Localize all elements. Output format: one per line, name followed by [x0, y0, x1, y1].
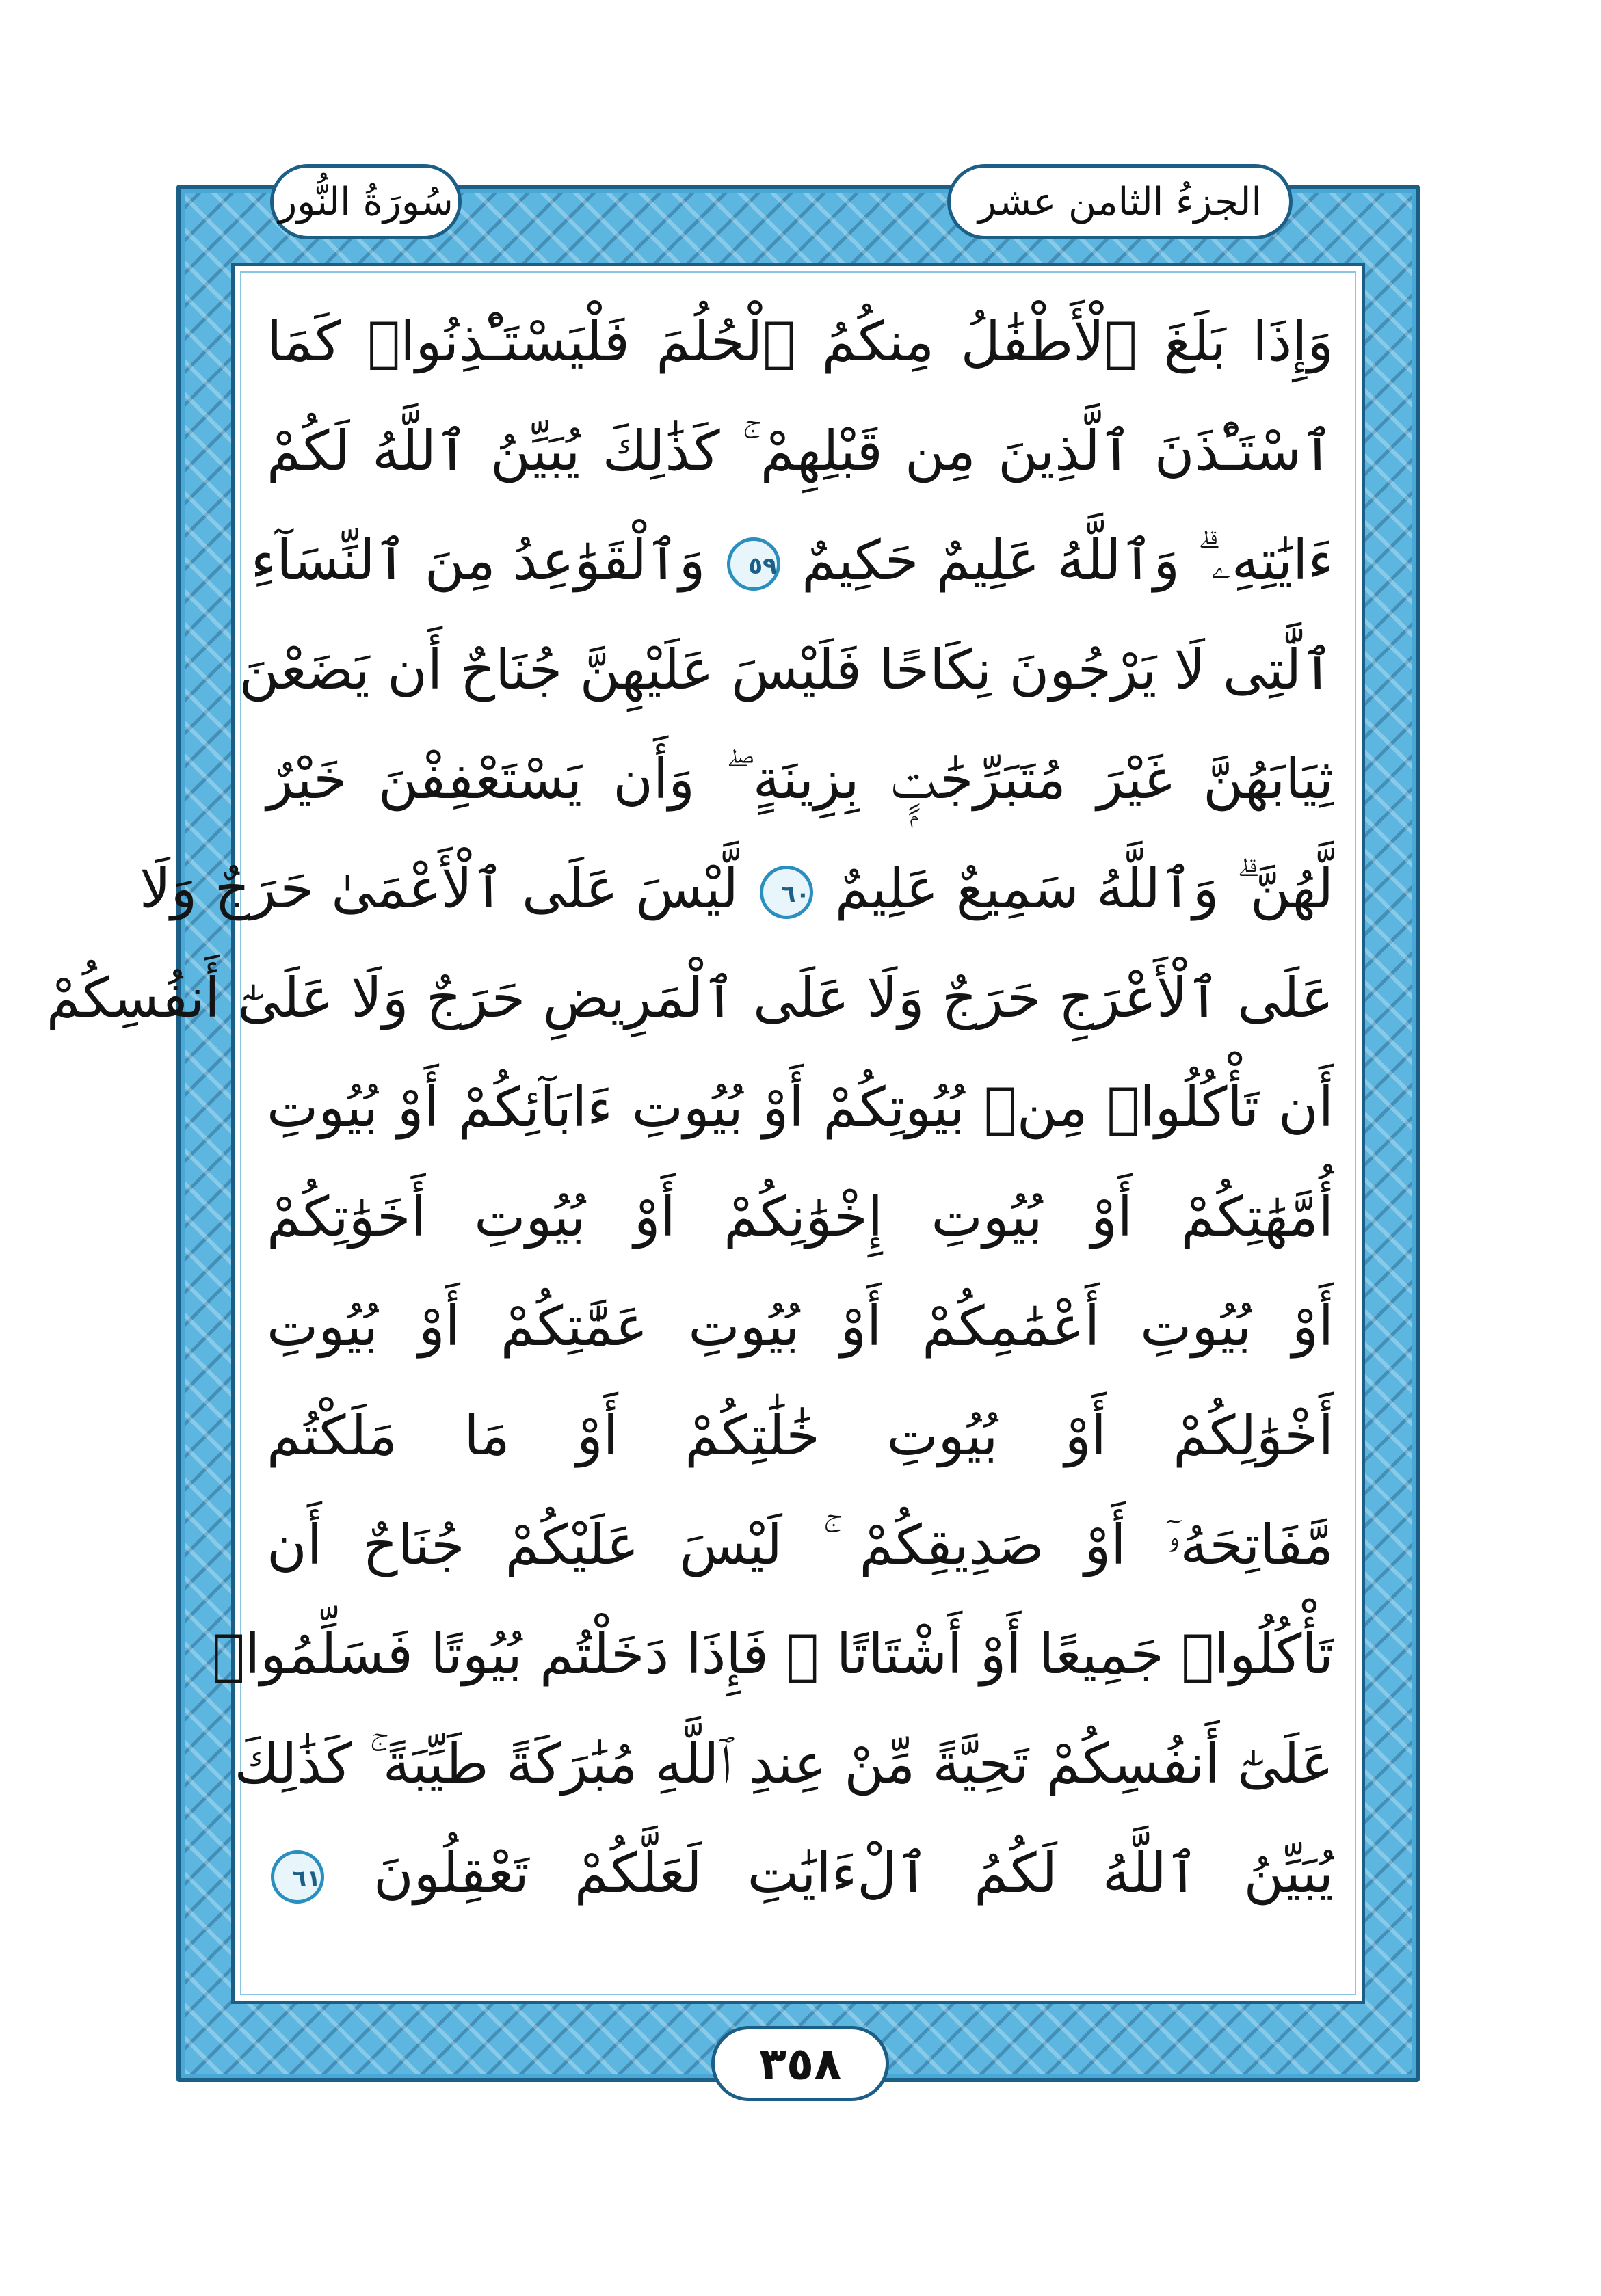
text-line-1: وَإِذَا بَلَغَ ٱلْأَطْفَٰلُ مِنكُمُ ٱلْحُلُمَ فَلْيَسْتَـْٔذِنُوا۟ كَمَا — [267, 310, 1334, 373]
text-line-5: ثِيَابَهُنَّ غَيْرَ مُتَبَرِّجَٰتٍۭ بِزِينَةٍ ۖ وَأَن يَسْتَعْفِفْنَ خَيْرٌ — [267, 747, 1334, 811]
verse-text: يُبَيِّنُ ٱللَّهُ لَكُمُ ٱلْءَايَٰتِ لَعَلَّكُمْ تَعْقِلُونَ — [373, 1841, 1334, 1905]
text-line-11: أَخْوَٰلِكُمْ أَوْ بُيُوتِ خَٰلَٰتِكُمْ أَوْ مَا مَلَكْتُم — [267, 1404, 1334, 1467]
text-line-9: أُمَّهَٰتِكُمْ أَوْ بُيُوتِ إِخْوَٰنِكُمْ أَوْ بُيُوتِ أَخَوَٰتِكُمْ — [267, 1185, 1334, 1249]
verse-text: لَّهُنَّ ۗ وَٱللَّهُ سَمِيعٌ عَلِيمٌ — [834, 857, 1334, 920]
text-line-15 — [267, 1819, 1334, 1928]
text-line-14: عَلَىٰٓ أَنفُسِكُمْ تَحِيَّةً مِّنْ عِندِ ٱللَّهِ مُبَٰرَكَةً طَيِّبَةً ۚ كَذَٰلِكَ — [234, 1732, 1334, 1796]
text-line-8: أَن تَأْكُلُوا۟ مِنۢ بُيُوتِكُمْ أَوْ بُيُوتِ ءَابَآئِكُمْ أَوْ بُيُوتِ — [267, 1076, 1334, 1139]
verse-text: لَّيْسَ عَلَى ٱلْأَعْمَىٰ حَرَجٌ وَلَا — [140, 857, 739, 920]
ayah-number-marker: ٥٩ — [727, 537, 780, 591]
text-line-10: أَوْ بُيُوتِ أَعْمَٰمِكُمْ أَوْ بُيُوتِ عَمَّٰتِكُمْ أَوْ بُيُوتِ — [267, 1294, 1334, 1358]
juz-name: الجزءُ الثامن عشر — [977, 179, 1262, 224]
surah-name-header — [270, 164, 462, 239]
ayah-number-marker: ٦٠ — [760, 866, 813, 919]
juz-name-header — [947, 164, 1293, 239]
text-line-3 — [250, 506, 1334, 615]
ayah-number-marker: ٦١ — [271, 1850, 324, 1904]
quran-text — [46, 287, 1334, 1928]
text-line-7: عَلَى ٱلْأَعْرَجِ حَرَجٌ وَلَا عَلَى ٱلْمَرِيضِ حَرَجٌ وَلَا عَلَىٰٓ أَنفُسِكُمْ — [46, 966, 1334, 1030]
text-line-6 — [140, 834, 1334, 944]
surah-name: سُورَةُ النُّور — [278, 179, 453, 224]
verse-text: وَٱلْقَوَٰعِدُ مِنَ ٱلنِّسَآءِ — [250, 529, 706, 592]
text-line-2: ٱسْتَـْٔذَنَ ٱلَّذِينَ مِن قَبْلِهِمْ ۚ كَذَٰلِكَ يُبَيِّنُ ٱللَّهُ لَكُمْ — [267, 419, 1334, 483]
page-number: ٣٥٨ — [711, 2026, 889, 2101]
text-line-12: مَّفَاتِحَهُۥٓ أَوْ صَدِيقِكُمْ ۚ لَيْسَ عَلَيْكُمْ جُنَاحٌ أَن — [267, 1513, 1334, 1577]
verse-text: ءَايَٰتِهِۦ ۗ وَٱللَّهُ عَلِيمٌ حَكِيمٌ — [802, 529, 1334, 592]
text-line-4: ٱلَّٰتِى لَا يَرْجُونَ نِكَاحًا فَلَيْسَ عَلَيْهِنَّ جُنَاحٌ أَن يَضَعْنَ — [239, 638, 1334, 702]
text-line-13: تَأْكُلُوا۟ جَمِيعًا أَوْ أَشْتَاتًا ۚ فَإِذَا دَخَلْتُم بُيُوتًا فَسَلِّمُوا۟ — [212, 1623, 1334, 1686]
